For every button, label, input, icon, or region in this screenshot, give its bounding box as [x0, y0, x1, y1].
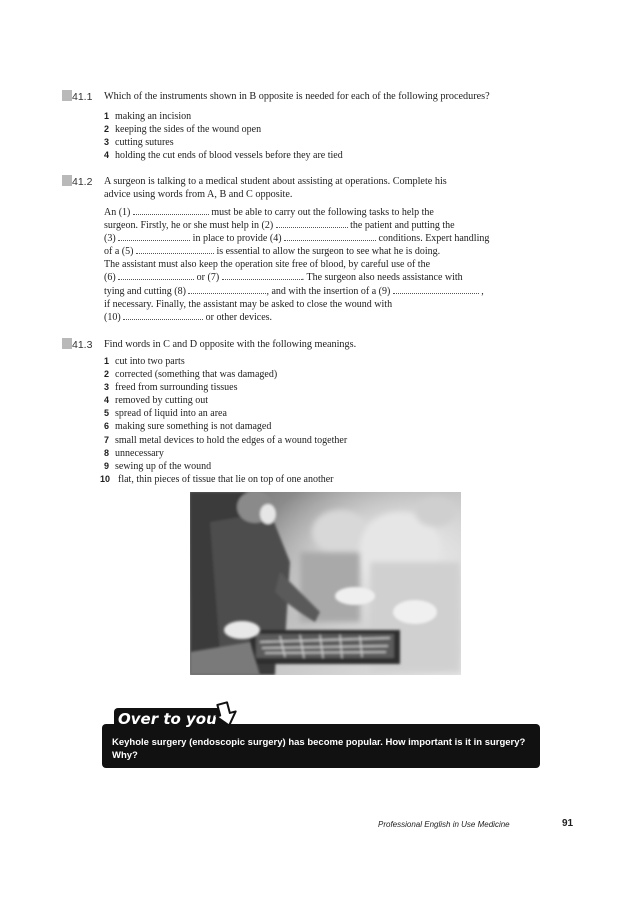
over-to-you-text: Keyhole surgery (endoscopic surgery) has become popular. How important is it in surgery? Why? [112, 737, 526, 761]
item-list [104, 110, 343, 162]
over-to-you-box [102, 724, 540, 768]
exercise-number: 41.1 [62, 90, 92, 103]
exercise-marker-icon [62, 90, 72, 101]
exercise-instruction: Find words in C and D opposite with the following meanings. [104, 339, 357, 350]
exercise-instruction: A surgeon is talking to a medical student about assisting at operations. Complete his advice using words from A, B and C opposite. [104, 176, 447, 200]
gap-fill-paragraph: An (1) must be able to carry out the following tasks to help the surgeon. Firstly, he or she must help in (2) the patient and putting the (3) in place to provide (4) conditions. Expert handling of a (5) is essential to allow the surgeon to see what he is doing. The assistant must also keep the operation site free of blood, by careful use of the (6) or (7) . The surgeon also needs assistance with tying and cutting (8) , and with the insertion of a (9) , if necessary. Finally, the assistant may be asked to close the wound with (10) or other devices. [104, 207, 490, 323]
answer-gap-6[interactable] [118, 271, 194, 280]
answer-gap-7[interactable] [222, 271, 302, 280]
list-item: 9 sewing up of the wound [104, 460, 212, 472]
exercise-marker-icon [62, 175, 72, 186]
list-item: 7 small metal devices to hold the edges of a wound together [104, 434, 348, 446]
exercise-number: 41.3 [62, 338, 92, 351]
exercise-marker-icon [62, 338, 72, 349]
answer-gap-3[interactable] [118, 232, 190, 241]
answer-gap-9[interactable] [393, 285, 479, 294]
answer-gap-8[interactable] [188, 285, 266, 294]
list-item: 4 holding the cut ends of blood vessels before they are tied [104, 150, 343, 162]
list-item: 3 freed from surrounding tissues [104, 382, 238, 394]
pointing-hand-icon [212, 700, 242, 728]
over-to-you-title: Over to you [114, 708, 225, 730]
exercise-number: 41.2 [62, 175, 92, 188]
list-item: 1 cut into two parts [104, 356, 185, 367]
surgery-photo-image [190, 492, 461, 675]
answer-gap-5[interactable] [136, 245, 214, 254]
answer-gap-10[interactable] [123, 311, 203, 320]
page-number: 91 [562, 818, 574, 829]
answer-gap-4[interactable] [284, 232, 376, 241]
list-item: 1 making an incision [104, 111, 192, 122]
list-item: 5 spread of liquid into an area [104, 408, 227, 420]
surgery-photo [190, 492, 461, 675]
footer-book-title: Professional English in Use Medicine [378, 820, 510, 829]
list-item: 2 keeping the sides of the wound open [104, 124, 262, 136]
list-item: 2 corrected (something that was damaged) [104, 369, 278, 381]
answer-gap-1[interactable] [133, 206, 209, 215]
item-list [100, 355, 348, 486]
list-item: 8 unnecessary [104, 447, 164, 459]
answer-gap-2[interactable] [276, 219, 348, 228]
list-item: 4 removed by cutting out [104, 395, 209, 407]
list-item: 10 flat, thin pieces of tissue that lie on top of one another [100, 473, 334, 485]
exercise-instruction: Which of the instruments shown in B opposite is needed for each of the following procedures? [104, 91, 490, 102]
list-item: 6 making sure something is not damaged [104, 421, 272, 433]
list-item: 3 cutting sutures [104, 137, 174, 149]
